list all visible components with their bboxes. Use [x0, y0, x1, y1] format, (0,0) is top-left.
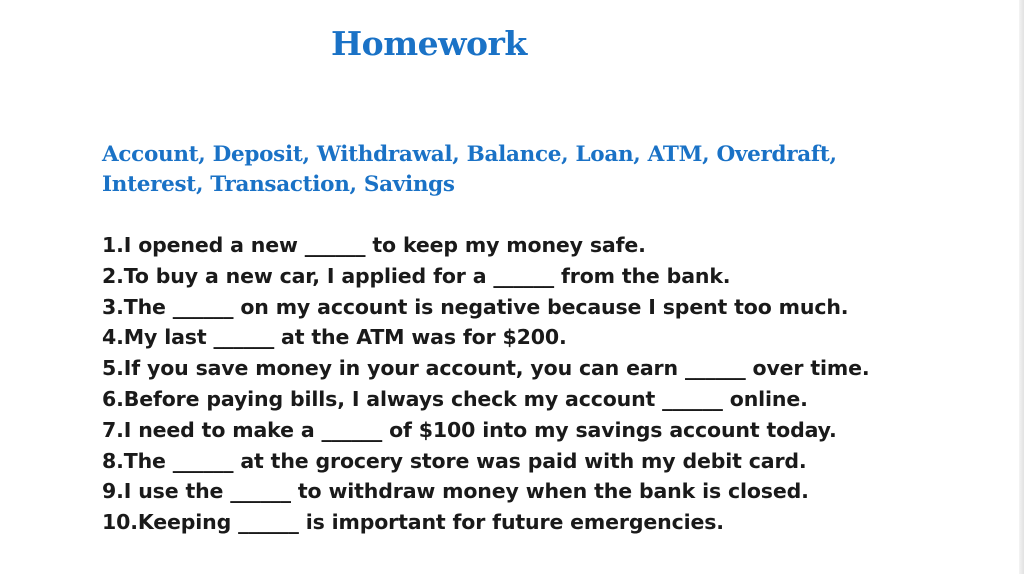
question-item: 7.I need to make a ______ of $100 into my savings account today. [102, 417, 837, 442]
question-item: 1.I opened a new ______ to keep my money safe. [102, 233, 646, 257]
question-item: 3.The ______ on my account is negative because I spent too much. [102, 294, 849, 319]
question-item: 8.The ______ at the grocery store was paid with my debit card. [102, 448, 807, 473]
question-item: 5.If you save money in your account, you can earn ______ over time. [102, 356, 870, 381]
question-item: 9.I use the ______ to withdraw money when the bank is closed. [102, 479, 809, 504]
question-item: 6.Before paying bills, I always check my account ______ online. [102, 386, 808, 411]
slide-edge-shadow [1019, 0, 1024, 574]
question-item: 10.Keeping ______ is important for future emergencies. [102, 510, 724, 535]
question-item: 2.To buy a new car, I applied for a ______ from the bank. [102, 263, 731, 288]
word-bank: Account, Deposit, Withdrawal, Balance, Loan, ATM, Overdraft, Interest, Transaction, Savings [102, 142, 837, 197]
question-item: 4.My last ______ at the ATM was for $200. [102, 325, 567, 350]
page-title: Homework [331, 24, 527, 63]
question-list [102, 230, 870, 538]
